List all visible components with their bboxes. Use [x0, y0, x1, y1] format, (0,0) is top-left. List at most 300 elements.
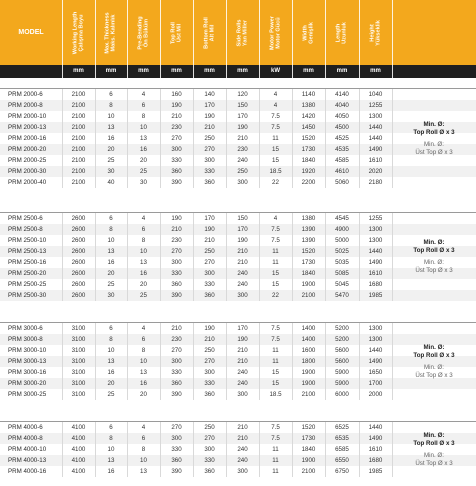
spec-value: 25	[107, 391, 115, 398]
model-name: PRM 2500-6	[8, 215, 43, 222]
spec-value: 270	[171, 347, 182, 354]
spec-value: 300	[237, 292, 248, 299]
roll-note-line: Top Roll Ø x 3	[413, 129, 455, 136]
header-col-title	[105, 12, 118, 53]
spec-value: 210	[204, 336, 215, 343]
spec-value: 240	[237, 157, 248, 164]
spec-value: 1840	[301, 270, 316, 277]
table-row	[0, 290, 476, 301]
spec-value: 5085	[335, 270, 349, 277]
unit-label: mm	[204, 68, 215, 74]
header-col-9	[325, 0, 359, 65]
header-col-title-tr: Maks. Kalınlık	[111, 14, 117, 52]
spec-value: 5035	[335, 259, 349, 266]
spec-value: 6	[141, 102, 146, 109]
header-separator	[325, 0, 326, 78]
spec-value: 190	[237, 336, 248, 343]
column-separator	[62, 323, 63, 400]
spec-value: 300	[204, 270, 215, 277]
spec-value: 30	[140, 179, 147, 186]
spec-value: 360	[171, 380, 182, 387]
spec-value: 4100	[71, 457, 86, 464]
spec-value: 16	[107, 135, 115, 142]
spec-value: 1420	[301, 113, 316, 120]
spec-value: 300	[171, 358, 182, 365]
model-group	[0, 422, 476, 477]
table-row	[0, 100, 476, 111]
column-separator	[193, 323, 194, 400]
spec-value: 330	[204, 380, 215, 387]
spec-value: 330	[171, 270, 182, 277]
spec-value: 6	[141, 226, 146, 233]
spec-value: 25	[140, 292, 147, 299]
column-separator	[259, 422, 260, 477]
column-separator	[160, 422, 161, 477]
spec-value: 150	[237, 102, 248, 109]
spec-value: 8	[109, 435, 113, 442]
spec-value: 1730	[301, 259, 316, 266]
spec-value: 360	[204, 179, 215, 186]
spec-value: 25	[140, 168, 147, 175]
spec-value: 4545	[335, 215, 349, 222]
spec-value: 2100	[71, 124, 86, 131]
spec-value: 1040	[368, 91, 383, 98]
header-col-4	[160, 0, 193, 65]
spec-value: 1520	[301, 248, 316, 255]
roll-note-line: Üst Top Ø x 3	[415, 267, 453, 274]
header-col-title	[72, 12, 85, 54]
spec-value: 300	[171, 435, 182, 442]
spec-value: 1700	[368, 380, 383, 387]
header-col-8	[292, 0, 325, 65]
header-col-title-tr: Üst Mil	[176, 23, 183, 43]
spec-value: 11	[272, 135, 279, 142]
header-col-6	[226, 0, 259, 65]
header-col-title	[269, 16, 282, 50]
model-name: PRM 2000-16	[8, 135, 47, 142]
unit-label: mm	[370, 68, 381, 74]
spec-value: 360	[204, 391, 215, 398]
column-separator	[226, 422, 227, 477]
header-col-title-en: Width	[302, 25, 309, 41]
spec-value: 5600	[335, 358, 349, 365]
table-row	[0, 279, 476, 290]
model-name: PRM 3000-6	[8, 325, 43, 332]
spec-value: 240	[237, 281, 248, 288]
column-separator	[259, 323, 260, 400]
spec-value: 1440	[368, 248, 383, 255]
spec-value: 2100	[71, 91, 86, 98]
spec-value: 6	[109, 325, 113, 332]
spec-value: 3100	[71, 336, 86, 343]
spec-value: 6	[109, 91, 113, 98]
spec-value: 2600	[71, 281, 86, 288]
spec-value: 6	[141, 435, 146, 442]
spec-value: 8	[141, 237, 146, 244]
spec-value: 5060	[335, 179, 349, 186]
spec-value: 30	[107, 168, 115, 175]
roll-note-line: Min. Ø:	[423, 432, 445, 439]
column-separator	[127, 422, 128, 477]
table-row	[0, 89, 476, 100]
roll-note-line: Min. Ø:	[424, 364, 444, 371]
roll-note-line: Min. Ø:	[424, 141, 444, 148]
spec-value: 4	[141, 325, 146, 332]
spec-value: 2100	[71, 157, 86, 164]
spec-value: 1985	[368, 292, 383, 299]
spec-value: 210	[171, 113, 182, 120]
spec-value: 230	[171, 336, 182, 343]
spec-value: 1300	[368, 336, 383, 343]
spec-value: 8	[109, 102, 113, 109]
spec-value: 22	[272, 179, 279, 186]
spec-value: 300	[204, 369, 215, 376]
spec-value: 2600	[71, 237, 86, 244]
spec-value: 5025	[335, 248, 349, 255]
spec-value: 3100	[71, 391, 86, 398]
roll-note-line: Üst Top Ø x 3	[415, 372, 453, 379]
spec-value: 5900	[335, 369, 349, 376]
column-separator	[127, 323, 128, 400]
column-separator	[292, 89, 293, 188]
spec-value: 10	[140, 457, 147, 464]
spec-value: 210	[204, 124, 215, 131]
spec-value: 1900	[301, 457, 316, 464]
spec-value: 5900	[335, 380, 349, 387]
model-name: PRM 2500-8	[8, 226, 43, 233]
spec-value: 5000	[335, 237, 349, 244]
spec-value: 2100	[71, 102, 86, 109]
spec-value: 7.5	[271, 325, 280, 332]
unit-label: mm	[171, 68, 182, 74]
spec-value: 4610	[335, 168, 349, 175]
model-name: PRM 2500-10	[8, 237, 47, 244]
header-separator	[292, 0, 293, 78]
spec-value: 6	[109, 215, 113, 222]
column-separator	[359, 89, 360, 188]
column-separator	[359, 323, 360, 400]
header-col-title-tr: Genişlik	[308, 22, 315, 44]
spec-value: 1490	[368, 146, 383, 153]
spec-value: 230	[237, 146, 248, 153]
spec-value: 10	[140, 358, 147, 365]
spec-value: 15	[272, 380, 279, 387]
spec-value: 2600	[71, 248, 86, 255]
spec-value: 1800	[301, 358, 316, 365]
spec-value: 25	[107, 157, 115, 164]
spec-value: 8	[141, 347, 146, 354]
header-col-title-en: Bottom Roll	[203, 17, 210, 49]
spec-value: 1440	[368, 135, 383, 142]
spec-value: 8	[109, 226, 113, 233]
spec-value: 16	[107, 259, 115, 266]
spec-value: 2000	[368, 391, 383, 398]
model-name: PRM 2000-8	[8, 102, 43, 109]
roll-note-line: Top Roll Ø x 3	[413, 352, 455, 359]
spec-value: 7.5	[271, 336, 280, 343]
spec-value: 2100	[301, 468, 316, 475]
spec-value: 10	[107, 113, 115, 120]
spec-value: 190	[171, 215, 182, 222]
spec-value: 10	[140, 248, 147, 255]
spec-value: 1610	[368, 270, 383, 277]
roll-note-line: Min. Ø:	[423, 121, 445, 128]
model-name: PRM 3000-20	[8, 380, 47, 387]
spec-value: 2020	[368, 168, 383, 175]
spec-value: 240	[237, 457, 248, 464]
model-name: PRM 3000-13	[8, 358, 47, 365]
spec-value: 240	[237, 380, 248, 387]
column-separator	[359, 422, 360, 477]
spec-value: 2180	[368, 179, 383, 186]
spec-value: 1300	[368, 113, 383, 120]
model-name: PRM 4000-16	[8, 468, 47, 475]
spec-value: 1300	[368, 325, 383, 332]
spec-value: 1300	[368, 237, 383, 244]
header-col-1	[62, 0, 95, 65]
spec-value: 1440	[368, 424, 383, 431]
model-name: PRM 3000-10	[8, 347, 47, 354]
spec-value: 390	[171, 292, 182, 299]
spec-value: 3100	[71, 358, 86, 365]
spec-value: 1380	[301, 102, 316, 109]
roll-note	[392, 344, 476, 380]
spec-value: 1680	[368, 457, 383, 464]
spec-value: 2100	[71, 113, 86, 120]
spec-value: 3100	[71, 325, 86, 332]
spec-value: 210	[237, 347, 248, 354]
spec-value: 13	[140, 468, 147, 475]
spec-value: 18.5	[269, 168, 282, 175]
spec-value: 2100	[71, 168, 86, 175]
spec-value: 240	[237, 369, 248, 376]
column-separator	[259, 89, 260, 188]
spec-value: 270	[171, 135, 182, 142]
header-col-title-en: Working Length	[72, 11, 79, 55]
spec-value: 16	[140, 270, 147, 277]
model-name: PRM 3000-16	[8, 369, 47, 376]
spec-value: 1840	[301, 446, 316, 453]
spec-value: 8	[109, 336, 113, 343]
spec-value: 330	[204, 281, 215, 288]
spec-value: 3100	[71, 347, 86, 354]
unit-label: mm	[138, 68, 149, 74]
header-col-title-tr: Yan Miller	[242, 19, 249, 47]
spec-value: 20	[140, 281, 147, 288]
spec-value: 6525	[335, 424, 349, 431]
spec-value: 170	[237, 113, 248, 120]
spec-value: 1650	[368, 369, 383, 376]
header-separator	[392, 0, 393, 78]
column-separator	[193, 89, 194, 188]
model-group	[0, 213, 476, 301]
roll-note-line: Min. Ø:	[424, 452, 444, 459]
spec-value: 1390	[301, 226, 316, 233]
spec-value: 1450	[301, 124, 316, 131]
column-separator	[127, 213, 128, 301]
spec-value: 240	[237, 446, 248, 453]
spec-value: 160	[171, 91, 182, 98]
spec-value: 8	[141, 113, 146, 120]
spec-value: 2600	[71, 292, 86, 299]
header-col-title	[336, 22, 349, 44]
model-name: PRM 2000-30	[8, 168, 47, 175]
spec-value: 210	[171, 226, 182, 233]
spec-value: 1730	[301, 146, 316, 153]
header-col-title-en: Height	[369, 24, 376, 42]
spec-value: 210	[171, 325, 182, 332]
spec-value: 20	[140, 391, 147, 398]
column-separator	[226, 89, 227, 188]
spec-value: 1680	[368, 281, 383, 288]
spec-value: 40	[107, 179, 115, 186]
model-name: PRM 2500-25	[8, 281, 47, 288]
column-separator	[325, 89, 326, 188]
spec-value: 300	[237, 179, 248, 186]
column-separator	[292, 422, 293, 477]
table-row	[0, 389, 476, 400]
spec-value: 210	[237, 435, 248, 442]
spec-value: 6000	[335, 391, 349, 398]
spec-value: 7.5	[271, 113, 280, 120]
spec-value: 1610	[368, 157, 383, 164]
spec-value: 2100	[71, 146, 86, 153]
spec-value: 270	[204, 358, 215, 365]
header-col-title-en: Max. Thickness	[104, 12, 111, 54]
header-separator	[226, 0, 227, 78]
header-col-title-tr: Uzunluk	[342, 22, 348, 44]
spec-value: 20	[140, 157, 147, 164]
spec-value: 190	[237, 237, 248, 244]
unit-label: mm	[303, 68, 314, 74]
table-row	[0, 177, 476, 188]
spec-value: 1440	[368, 124, 383, 131]
model-name: PRM 2500-20	[8, 270, 47, 277]
spec-value: 5600	[335, 347, 349, 354]
spec-value: 5045	[335, 281, 349, 288]
spec-value: 4	[141, 91, 146, 98]
spec-value: 7.5	[271, 124, 280, 131]
spec-value: 170	[204, 215, 215, 222]
model-name: PRM 2500-16	[8, 259, 47, 266]
roll-note-line: Min. Ø:	[423, 344, 445, 351]
spec-value: 3100	[71, 380, 86, 387]
spec-value: 1610	[368, 446, 383, 453]
spec-value: 250	[237, 168, 248, 175]
model-column-title: MODEL	[18, 29, 44, 36]
roll-note-line: Min. Ø:	[424, 259, 444, 266]
spec-value: 190	[204, 325, 215, 332]
model-name: PRM 2000-10	[8, 113, 47, 120]
header-col-title-en: Motor Power	[269, 16, 276, 50]
spec-value: 6550	[335, 457, 349, 464]
header-separator	[193, 0, 194, 78]
spec-value: 5470	[335, 292, 349, 299]
header-separator	[359, 0, 360, 78]
spec-value: 11	[272, 446, 279, 453]
column-separator	[62, 213, 63, 301]
spec-value: 15	[272, 281, 279, 288]
column-separator	[325, 422, 326, 477]
spec-value: 2100	[71, 179, 86, 186]
spec-value: 270	[171, 248, 182, 255]
spec-value: 1520	[301, 424, 316, 431]
spec-value: 11	[272, 347, 279, 354]
spec-value: 170	[237, 226, 248, 233]
spec-value: 7.5	[271, 237, 280, 244]
spec-value: 1300	[368, 226, 383, 233]
model-name: PRM 3000-8	[8, 336, 43, 343]
spec-value: 6	[109, 424, 113, 431]
spec-value: 190	[171, 102, 182, 109]
header-col-title-tr: Çalışma Boyu	[78, 14, 85, 52]
spec-value: 1490	[368, 435, 383, 442]
spec-value: 330	[171, 157, 182, 164]
spec-value: 10	[107, 237, 115, 244]
unit-label: mm	[105, 68, 117, 74]
spec-value: 330	[204, 168, 215, 175]
spec-value: 13	[107, 124, 115, 131]
column-separator	[62, 89, 63, 188]
column-separator	[226, 323, 227, 400]
spec-value: 2200	[301, 179, 316, 186]
spec-value: 140	[204, 91, 215, 98]
spec-value: 270	[204, 259, 215, 266]
roll-note	[392, 239, 476, 275]
spec-value: 1255	[368, 215, 383, 222]
spec-value: 210	[204, 237, 215, 244]
spec-value: 210	[237, 248, 248, 255]
roll-note-line: Top Roll Ø x 3	[413, 247, 455, 254]
roll-note-line: Üst Top Ø x 3	[415, 460, 453, 467]
spec-value: 4100	[71, 435, 86, 442]
header-col-title-tr: Ön Büküm	[143, 18, 150, 48]
spec-value: 300	[171, 259, 182, 266]
roll-note-line: Üst Top Ø x 3	[415, 149, 453, 156]
spec-value: 250	[204, 347, 215, 354]
column-separator	[292, 213, 293, 301]
spec-value: 4585	[335, 157, 349, 164]
spec-value: 270	[204, 435, 215, 442]
header-col-7	[259, 0, 292, 65]
spec-value: 3100	[71, 369, 86, 376]
spec-value: 4140	[335, 91, 349, 98]
spec-value: 13	[140, 135, 147, 142]
spec-value: 30	[107, 292, 115, 299]
spec-value: 16	[140, 380, 147, 387]
spec-value: 230	[171, 124, 182, 131]
spec-value: 10	[140, 124, 147, 131]
header-separator	[62, 0, 63, 78]
spec-value: 11	[272, 358, 279, 365]
header-col-title-en: Top Roll	[170, 22, 177, 44]
spec-value: 270	[204, 146, 215, 153]
column-separator	[359, 213, 360, 301]
unit-label: mm	[336, 68, 348, 74]
model-name: PRM 2500-13	[8, 248, 47, 255]
spec-value: 7.5	[271, 226, 280, 233]
spec-value: 1840	[301, 157, 316, 164]
spec-value: 190	[204, 113, 215, 120]
spec-value: 2100	[301, 391, 316, 398]
model-name: PRM 4000-10	[8, 446, 47, 453]
spec-value: 4	[273, 215, 278, 222]
spec-value: 4	[141, 424, 146, 431]
unit-label: mm	[73, 68, 84, 74]
header-col-2	[95, 0, 127, 65]
spec-value: 8	[141, 446, 146, 453]
spec-value: 15	[272, 270, 279, 277]
